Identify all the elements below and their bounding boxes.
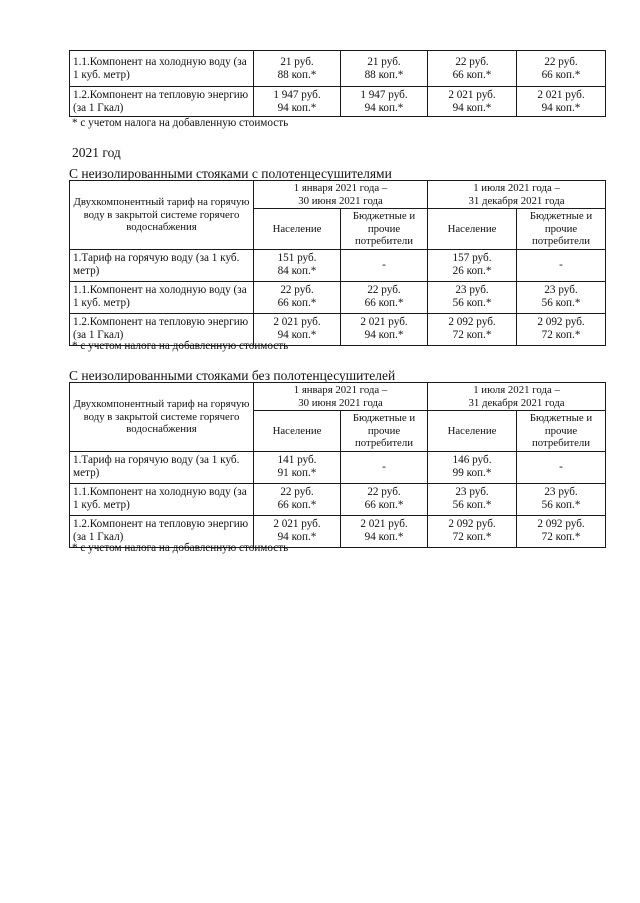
tariff-value: 141 руб. 91 коп.* [254,451,341,483]
tariff-value: 2 092 руб. 72 коп.* [517,313,606,345]
corner-header: Двухкомпонентный тариф на горячую воду в закрытой системе горячего водоснабжения [70,181,254,250]
column-header: Бюджетные и прочие потребители [341,209,428,250]
section-title: С неизолированными стояками с полотенцесушителями [69,166,392,181]
tariff-value: 1 947 руб. 94 коп.* [254,87,341,117]
tariff-value: 22 руб. 66 коп.* [517,51,606,87]
tariff-value: 2 092 руб. 72 коп.* [517,515,606,547]
section-title: С неизолированными стояками без полотенцесушителей [69,368,396,383]
tariff-value: 1 947 руб. 94 коп.* [341,87,428,117]
corner-header: Двухкомпонентный тариф на горячую воду в закрытой системе горячего водоснабжения [70,383,254,452]
tariff-value: - [341,249,428,281]
period-header: 1 января 2021 года – 30 июня 2021 года [254,181,428,209]
footnote: * с учетом налога на добавленную стоимость [72,542,289,554]
tariff-value: 2 021 руб. 94 коп.* [517,87,606,117]
tariff-value: 2 092 руб. 72 коп.* [428,515,517,547]
period-header: 1 июля 2021 года – 31 декабря 2021 года [428,181,606,209]
row-label: 1.1.Компонент на холодную воду (за 1 куб. метр) [70,51,254,87]
tariff-table-2020-continued [69,50,606,117]
tariff-value: 2 021 руб. 94 коп.* [341,515,428,547]
year-heading: 2021 год [72,145,121,160]
header-row-periods [70,383,606,411]
tariff-value: 2 021 руб. 94 коп.* [254,313,341,345]
tariff-value: 2 021 руб. 94 коп.* [341,313,428,345]
tariff-value: 151 руб. 84 коп.* [254,249,341,281]
tariff-value: 2 021 руб. 94 коп.* [428,87,517,117]
tariff-value: 22 руб. 66 коп.* [428,51,517,87]
tariff-value: 22 руб. 66 коп.* [341,483,428,515]
column-header: Население [254,209,341,250]
tariff-value: 2 092 руб. 72 коп.* [428,313,517,345]
tariff-value: - [517,451,606,483]
tariff-value: 22 руб. 66 коп.* [341,281,428,313]
tariff-value: - [341,451,428,483]
tariff-value: 23 руб. 56 коп.* [428,281,517,313]
row-label: 1.2.Компонент на тепловую энергию (за 1 Гкал) [70,313,254,345]
column-header: Бюджетные и прочие потребители [341,411,428,452]
tariff-value: 22 руб. 66 коп.* [254,483,341,515]
column-header: Бюджетные и прочие потребители [517,411,606,452]
table-row [70,51,606,87]
tariff-value: 23 руб. 56 коп.* [517,281,606,313]
table-row [70,483,606,515]
column-header: Население [254,411,341,452]
footnote: * с учетом налога на добавленную стоимость [72,340,289,352]
tariff-value: 23 руб. 56 коп.* [517,483,606,515]
tariff-value: 22 руб. 66 коп.* [254,281,341,313]
tariff-value: 2 021 руб. 94 коп.* [254,515,341,547]
tariff-value: 157 руб. 26 коп.* [428,249,517,281]
table-row [70,249,606,281]
column-header: Бюджетные и прочие потребители [517,209,606,250]
tariff-value: 146 руб. 99 коп.* [428,451,517,483]
tariff-table-with-towel-dryers [69,180,606,346]
header-row-periods [70,181,606,209]
column-header: Население [428,209,517,250]
period-header: 1 января 2021 года – 30 июня 2021 года [254,383,428,411]
tariff-value: 21 руб. 88 коп.* [341,51,428,87]
footnote: * с учетом налога на добавленную стоимость [72,117,289,129]
row-label: 1.2.Компонент на тепловую энергию (за 1 Гкал) [70,87,254,117]
tariff-table-without-towel-dryers [69,382,606,548]
row-label: 1.Тариф на горячую воду (за 1 куб. метр) [70,451,254,483]
tariff-value: 23 руб. 56 коп.* [428,483,517,515]
table-row [70,451,606,483]
row-label: 1.1.Компонент на холодную воду (за 1 куб. метр) [70,483,254,515]
row-label: 1.Тариф на горячую воду (за 1 куб. метр) [70,249,254,281]
column-header: Население [428,411,517,452]
tariff-value: 21 руб. 88 коп.* [254,51,341,87]
period-header: 1 июля 2021 года – 31 декабря 2021 года [428,383,606,411]
tariff-value: - [517,249,606,281]
table-row [70,281,606,313]
table-row [70,87,606,117]
row-label: 1.2.Компонент на тепловую энергию (за 1 Гкал) [70,515,254,547]
row-label: 1.1.Компонент на холодную воду (за 1 куб. метр) [70,281,254,313]
